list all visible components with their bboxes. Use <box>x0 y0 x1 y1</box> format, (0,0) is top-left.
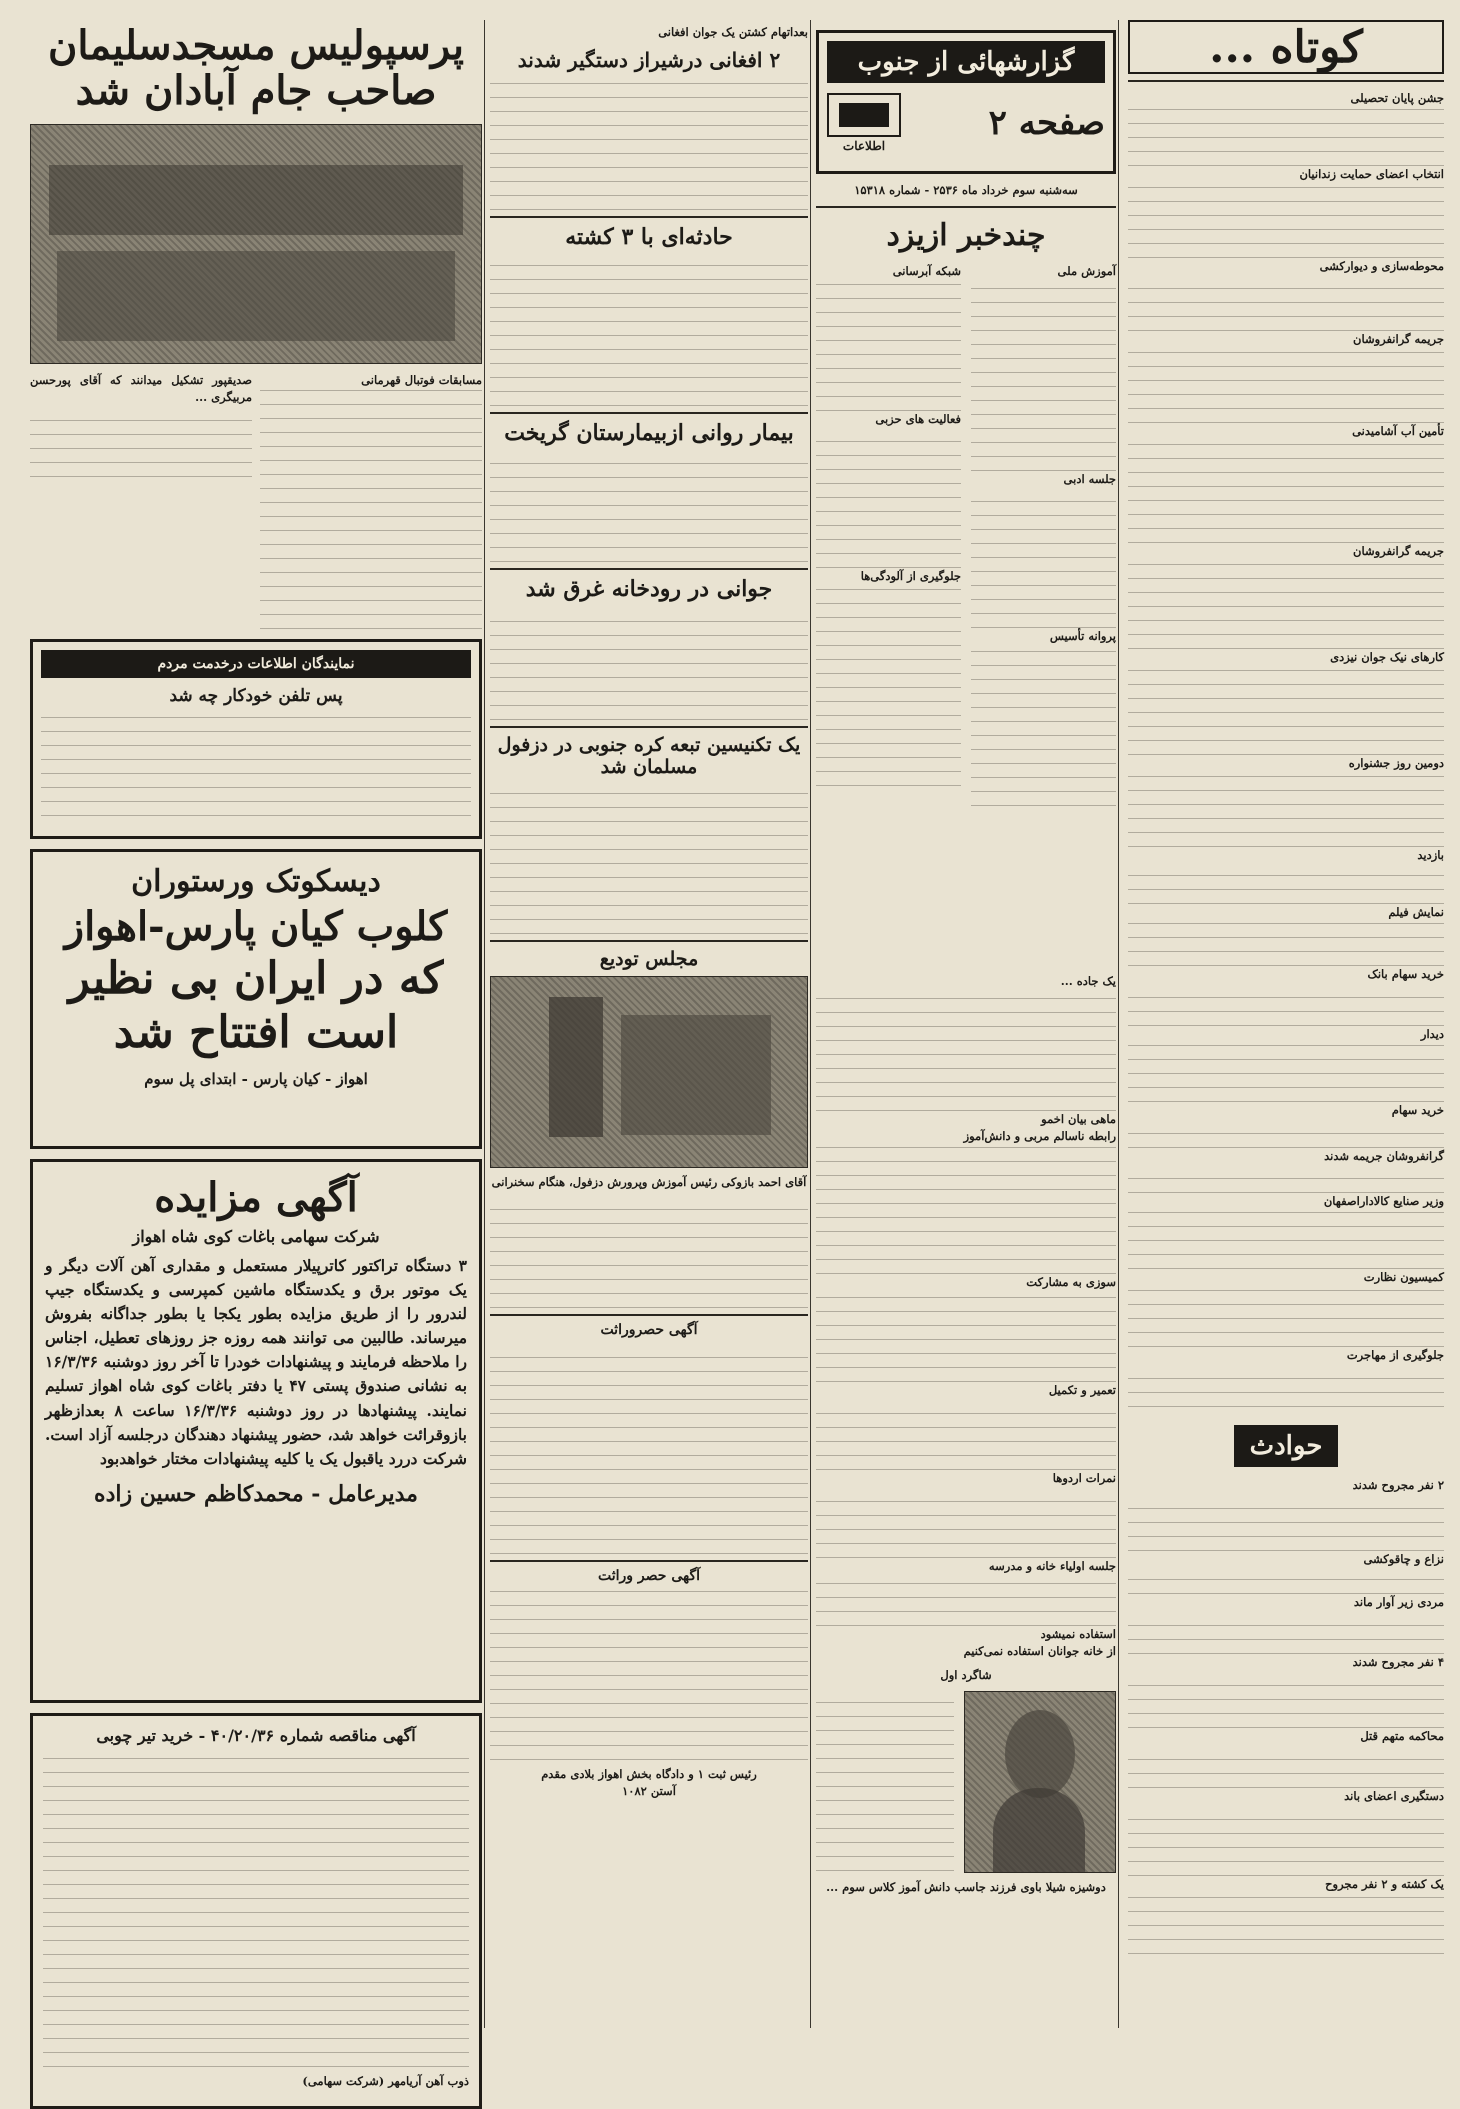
headline-3: بیمار روانی ازبیمارستان گریخت <box>504 419 794 446</box>
photo-title: مجلس تودیع <box>599 947 699 970</box>
text-block <box>1128 561 1444 649</box>
team-photo <box>30 124 482 364</box>
auction-signature: مدیرعامل - محمدکاظم حسین زاده <box>94 1480 418 1507</box>
yazd-headline-3: جلسه ادبی <box>1063 471 1116 486</box>
kotah-title: کوتاه ... <box>1128 20 1444 74</box>
divider <box>490 568 808 570</box>
date-line: سه‌شنبه سوم خرداد ماه ۲۵۳۶ - شماره ۱۵۳۱۸ <box>854 183 1078 197</box>
headline-4: جریمه گرانفروشان <box>1353 332 1444 347</box>
yazd-headline: چندخبر ازیزد <box>886 217 1046 253</box>
havadeth-title: حوادث <box>1234 1425 1339 1467</box>
farewell-photo <box>490 976 808 1168</box>
yazd-headline-7: پروانه تأسیس <box>1049 629 1116 644</box>
column-kotah <box>1128 20 1444 2028</box>
club-ad-address: اهواز - کیان پارس - ابتدای پل سوم <box>144 1069 368 1088</box>
text-block <box>490 608 808 720</box>
havadeth-headline-6: دستگیری اعضای باند <box>1344 1788 1444 1803</box>
text-block <box>490 1344 808 1554</box>
text-block <box>1128 1287 1444 1347</box>
yazd-headline-16: شاگرد اول <box>940 1668 992 1683</box>
text-block <box>1128 984 1444 1026</box>
divider <box>490 1560 808 1562</box>
auction-title: آگهی مزایده <box>154 1174 358 1222</box>
student-photo <box>964 1691 1116 1873</box>
yazd-headline-13: تعمیر و تکمیل <box>1048 1383 1116 1398</box>
auction-body: ۳ دستگاه تراکتور کاترپیلار مستعمل و مقداری آهن آلات دیگر و یک موتور برق و یکدستگاه ماشین کمپرسی و یکدستگاه جیپ لندرور را از طریق مزایده بطور یکجا یا بطور جداگانه بفروش میرساند. طالبین می توانند همه روزه جز روزهای تعطیل، اجناس را ملاحظه فرمایند و پیشنهادات خودرا تا آخر روز دوشنبه ۱۶/۳/۳۶ به نشانی صندوق پستی ۴۷ یا دفتر باغات کوی شاه اهواز تسلیم نمایند. پیشنهادها در روز دوشنبه ۱۶/۳/۳۶ ساعت ۸ بعدازظهر بازوقرائت خواهد شد، حضور پیشنهاد دهندگان درجلسه آزاد است. شرکت دررد یاقبول یک یا کلیه پیشنهادات مختار خواهدبود <box>45 1256 468 1468</box>
student-caption: دوشیزه شیلا باوی فرزند جاسب دانش آموز کلاس سوم ... <box>826 1879 1106 1894</box>
yazd-headline-1: آموزش ملی <box>1057 263 1116 278</box>
headline-11: خرید سهام بانک <box>1367 967 1444 982</box>
text-block <box>816 281 961 411</box>
top-label: بعداتهام کشتن یک جوان افغانی <box>658 25 808 39</box>
column-rule <box>810 20 811 2028</box>
text-block <box>816 586 961 786</box>
havadeth-headline-1: ۲ نفر مجروح شدند <box>1352 1477 1444 1492</box>
logo-text: اطلاعات <box>842 139 886 153</box>
text-block <box>1128 773 1444 847</box>
divider <box>490 940 808 942</box>
column-left <box>30 20 482 2089</box>
havadeth-headline-3: مردی زیر آوار ماند <box>1353 1595 1444 1610</box>
text-block <box>30 407 252 477</box>
text-block <box>490 784 808 934</box>
havadeth-headline-5: محاکمه متهم قتل <box>1360 1729 1444 1744</box>
club-ad-line-1: کلوب کیان پارس-اهواز <box>64 903 448 951</box>
notice-number: آستن ۱۰۸۲ <box>622 1784 676 1799</box>
headline-12: دیدار <box>1420 1026 1444 1041</box>
text-block <box>816 991 1116 1111</box>
text-block <box>490 452 808 562</box>
text-block <box>41 712 471 816</box>
text-block <box>490 1198 808 1308</box>
text-block <box>43 1753 469 2067</box>
notice-headline-1: آگهی حصروراثت <box>600 1321 698 1338</box>
auction-subtitle: شرکت سهامی باغات کوی شاه اهواز <box>132 1227 380 1247</box>
headline-14: گرانفروشان جریمه شدند <box>1324 1148 1444 1163</box>
team-caption: صدیقپور تشکیل میدانند که آقای پورحسن مربیگری ... <box>30 372 252 405</box>
divider <box>816 206 1116 208</box>
club-ad-title: دیسکوتک ورستوران <box>131 864 381 900</box>
yazd-headline-8: جلسه اولیاء خانه و مدرسه <box>988 1558 1116 1573</box>
club-ad-line-3: است افتتاح شد <box>113 1006 399 1058</box>
info-box <box>30 639 482 839</box>
text-block <box>1128 1568 1444 1594</box>
havadeth-headline-4: ۴ نفر مجروح شدند <box>1352 1655 1444 1670</box>
headline-2: حادثه‌ای با ۳ کشته <box>565 223 733 250</box>
text-block <box>1128 275 1444 331</box>
headline-7: کارهای نیک جوان نیزدی <box>1330 649 1444 664</box>
column-yazd <box>816 20 1116 2028</box>
text-block <box>260 389 482 629</box>
text-block <box>490 1590 808 1760</box>
yazd-headline-6: یک جاده ... <box>1060 973 1116 988</box>
yazd-headline-14: نمرات اردوها <box>1052 1470 1116 1485</box>
text-block <box>1128 1165 1444 1193</box>
headline-13: خرید سهام <box>1391 1102 1444 1117</box>
text-block <box>1128 184 1444 258</box>
headline-5: یک تکنیسین تبعه کره جنوبی در دزفول مسلمان شد <box>497 733 801 778</box>
havadeth-headline-7: یک کشته و ۲ نفر مجروح <box>1325 1876 1444 1891</box>
club-ad-line-2: که در ایران بی نظیر <box>68 953 444 1005</box>
text-block <box>1128 1495 1444 1551</box>
text-block <box>816 1576 1116 1626</box>
headline-15: وزیر صنایع کالاداراصفهان <box>1323 1194 1444 1209</box>
text-block <box>490 78 808 210</box>
headline-5: تأمین آب آشامیدنی <box>1352 424 1444 439</box>
yazd-headline-12: رابطه ناسالم مربی و دانش‌آموز <box>963 1129 1116 1144</box>
text-block <box>1128 108 1444 166</box>
notice-headline-2: آگهی حصر وراثت <box>598 1567 700 1584</box>
text-block <box>1128 922 1444 966</box>
yazd-headline-4: فعالیت های حزبی <box>875 411 961 426</box>
headline-6: جریمه گرانفروشان <box>1353 544 1444 559</box>
farewell-caption: آقای احمد بازوکی رئیس آموزش وپرورش دزفول، هنگام سخنرانی <box>491 1174 807 1189</box>
headline-2: انتخاب اعضای حمایت زندانیان <box>1299 166 1444 181</box>
text-block <box>816 1400 1116 1470</box>
notice-footer: رئیس ثبت ۱ و دادگاه بخش اهواز بلادی مقدم <box>541 1766 757 1781</box>
column-rule <box>1118 20 1119 2028</box>
headline-9: بازدید <box>1417 847 1444 862</box>
team-text <box>30 372 482 630</box>
text-block <box>816 1691 954 1871</box>
text-block <box>971 488 1116 628</box>
headline-8: دومین روز جشنواره <box>1348 755 1444 770</box>
yazd-headline-9: استفاده نمیشود <box>1040 1626 1116 1641</box>
text-block <box>816 1146 1116 1274</box>
divider <box>490 726 808 728</box>
perspolis-headline: پرسپولیس مسجدسلیمان صاحب جام آبادان شد <box>47 22 465 114</box>
text-block <box>1128 1211 1444 1269</box>
text-block <box>1128 1120 1444 1148</box>
yazd-headline-10: از خانه جوانان استفاده نمی‌کنیم <box>963 1644 1116 1659</box>
text-block <box>816 1292 1116 1382</box>
column-center-left <box>490 20 808 2028</box>
text-block <box>816 428 961 568</box>
divider <box>1128 80 1444 82</box>
havadeth-headline-2: نزاع و چاقوکشی <box>1363 1551 1444 1566</box>
club-ad <box>30 849 482 1149</box>
yazd-body <box>816 263 1116 963</box>
tender-title: آگهی مناقصه شماره ۴۰/۲۰/۳۶ - خرید تیر چوبی <box>96 1726 416 1746</box>
text-block <box>1128 864 1444 904</box>
yazd-headline-15: سوزی به مشارکت <box>1026 1275 1116 1290</box>
tender-footer: ذوب آهن آریامهر (شرکت سهامی) <box>302 2074 469 2089</box>
team-subheadline: مسابقات فوتبال قهرمانی <box>361 372 482 387</box>
text-block <box>490 256 808 406</box>
divider <box>490 1314 808 1316</box>
headline-3: محوطه‌سازی و دیوارکشی <box>1319 258 1444 273</box>
text-block <box>1128 441 1444 543</box>
text-block <box>1128 1894 1444 1954</box>
text-block <box>1128 667 1444 755</box>
divider <box>490 412 808 414</box>
tender-ad <box>30 1713 482 2109</box>
page-label: صفحه ۲ <box>988 103 1105 143</box>
text-block <box>971 646 1116 806</box>
headline-1: جشن پایان تحصیلی <box>1350 91 1444 105</box>
text-block <box>1128 1365 1444 1407</box>
yazd-headline-5: جلوگیری از آلودگی‌ها <box>860 569 961 584</box>
info-box-title: نمایندگان اطلاعات درخدمت مردم <box>41 650 471 678</box>
headline-4: جوانی در رودخانه غرق شد <box>525 575 773 602</box>
text-block <box>1128 349 1444 423</box>
divider <box>490 216 808 218</box>
section-name: گزارشهائی از جنوب <box>827 41 1105 83</box>
text-block <box>816 1488 1116 1558</box>
auction-ad <box>30 1159 482 1703</box>
column-rule <box>484 20 485 2028</box>
info-box-headline: پس تلفن خودکار چه شد <box>169 686 343 707</box>
text-block <box>1128 1806 1444 1876</box>
yazd-headline-2: شبکه آبرسانی <box>892 263 961 278</box>
yazd-headline-11: ماهی بیان اخمو <box>1041 1111 1116 1126</box>
masthead-box <box>816 30 1116 174</box>
headline-1: ۲ افغانی درشیراز دستگیر شدند <box>517 47 781 72</box>
headline-16: کمیسیون نظارت <box>1363 1270 1444 1285</box>
headline-10: نمایش فیلم <box>1388 905 1444 920</box>
text-block <box>1128 1746 1444 1788</box>
text-block <box>1128 1044 1444 1102</box>
text-block <box>1128 1612 1444 1654</box>
text-block <box>1128 1672 1444 1728</box>
newspaper-logo <box>827 93 901 137</box>
text-block <box>971 281 1116 471</box>
headline-17: جلوگیری از مهاجرت <box>1346 1348 1444 1362</box>
